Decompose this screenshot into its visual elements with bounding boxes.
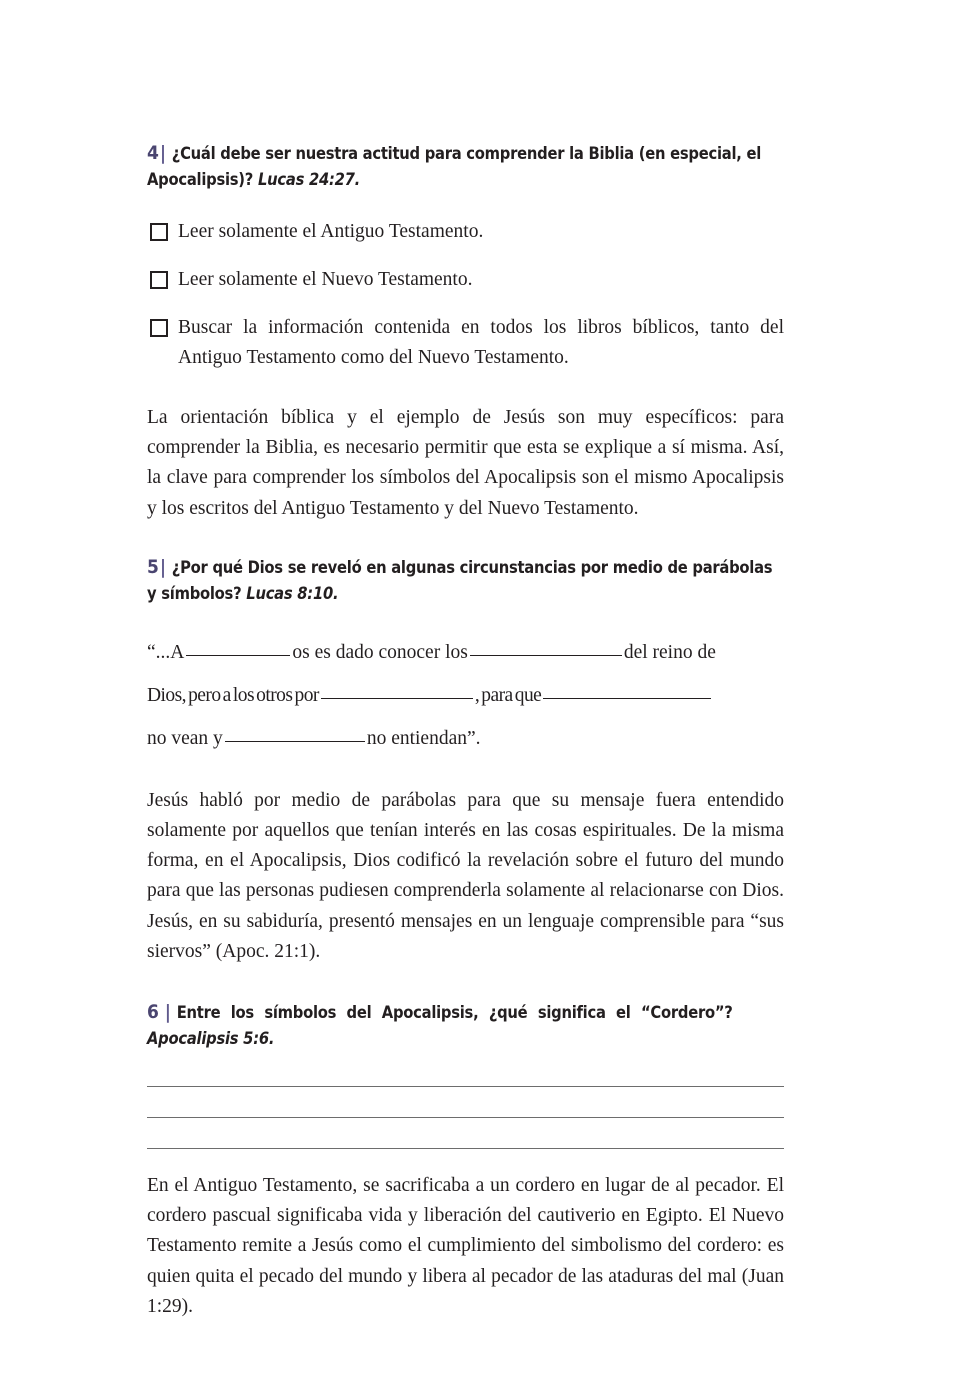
question-6-answer-lines [147,1086,784,1149]
question-6-separator: | [164,1001,171,1024]
quote-text: del reino de [623,641,716,663]
checkbox-icon[interactable] [150,319,168,337]
question-5-heading [147,554,784,607]
question-block-6 [147,999,784,1322]
quote-text: Dios, pero a los otros por [147,684,319,706]
question-4-prompt: ¿Cuál debe ser nuestra actitud para comprender la Biblia (en especial, el Apocalipsis)? [147,144,762,189]
quote-text: no entiendan”. [366,727,481,749]
quote-text: “...A [147,641,185,663]
question-block-5 [147,554,784,967]
question-4-commentary: La orientación bíblica y el ejemplo de Jesús son muy específicos: para comprender la Biblia, es necesario permitir que esta se explique a sí misma. Así, la clave para comprender los símbolos del Apocalipsis son el mismo Apocalipsis y los escritos del Antiguo Testamento y del Nuevo Testamento. [147,407,784,519]
answer-line[interactable] [147,1148,784,1149]
quote-line-2 [147,674,784,717]
question-5-number: 5 [147,555,159,578]
quote-line-1 [147,631,784,674]
question-4-separator: | [159,142,166,164]
question-5-fill-in-quote [147,631,784,760]
question-6-number: 6 [147,1001,159,1024]
question-5-separator: | [159,555,166,578]
question-6-commentary: En el Antiguo Testamento, se sacrificaba a un cordero en lugar de al pecador. El cordero pascual significaba vida y liberación del cautiverio en Egipto. El Nuevo Testamento remite a Jesús como el cumplimiento del simbolismo del cordero: es quien quita el pecado del mundo y libera al pecador de las ataduras del mal (Juan 1:29). [147,1175,784,1317]
quote-text: os es dado conocer los [292,641,468,663]
quote-text: , para que [474,684,542,706]
question-4-reference: Lucas 24:27. [258,170,361,189]
quote-line-3 [147,717,784,760]
checkbox-icon[interactable] [150,271,168,289]
question-6-reference: Apocalipsis 5:6. [147,1029,275,1049]
option-item[interactable] [147,313,784,373]
option-label: Leer solamente el Antiguo Testamento. [178,221,484,242]
blank-field[interactable] [225,741,365,742]
question-5-commentary: Jesús habló por medio de parábolas para que su mensaje fuera entendido solamente por aquellos que tenían interés en las cosas espirituales. De la misma forma, en el Apocalipsis, Dios codificó la revelación sobre el futuro del mundo para que las personas pudiesen comprenderla solamente al relacionarse con Dios. Jesús, en su sabiduría, presentó mensajes en un lenguaje comprensible para “sus siervos” (Apoc. 21:1). [147,789,784,962]
question-4-options [147,217,784,373]
document-page [147,140,784,1322]
option-item[interactable] [147,217,784,247]
option-label: Buscar la información contenida en todos los libros bíblicos, tanto del Antiguo Testamento como del Nuevo Testamento. [178,317,784,368]
question-6-prompt: Entre los símbolos del Apocalipsis, ¿qué significa el “Cordero”? [176,1003,733,1023]
question-4-number: 4 [147,142,159,164]
question-5-reference: Lucas 8:10. [246,583,339,603]
question-4-heading [147,140,784,193]
question-5-prompt: ¿Por qué Dios se reveló en algunas circunstancias por medio de parábolas y símbolos? [147,557,773,603]
answer-line[interactable] [147,1086,784,1087]
answer-line[interactable] [147,1117,784,1118]
blank-field[interactable] [470,655,622,656]
option-label: Leer solamente el Nuevo Testamento. [178,269,473,290]
question-block-4 [147,140,784,524]
blank-field[interactable] [186,655,290,656]
question-6-heading [147,999,784,1052]
blank-field[interactable] [321,698,473,699]
option-item[interactable] [147,265,784,295]
blank-field[interactable] [543,698,711,699]
checkbox-icon[interactable] [150,223,168,241]
quote-text: no vean y [147,727,223,749]
